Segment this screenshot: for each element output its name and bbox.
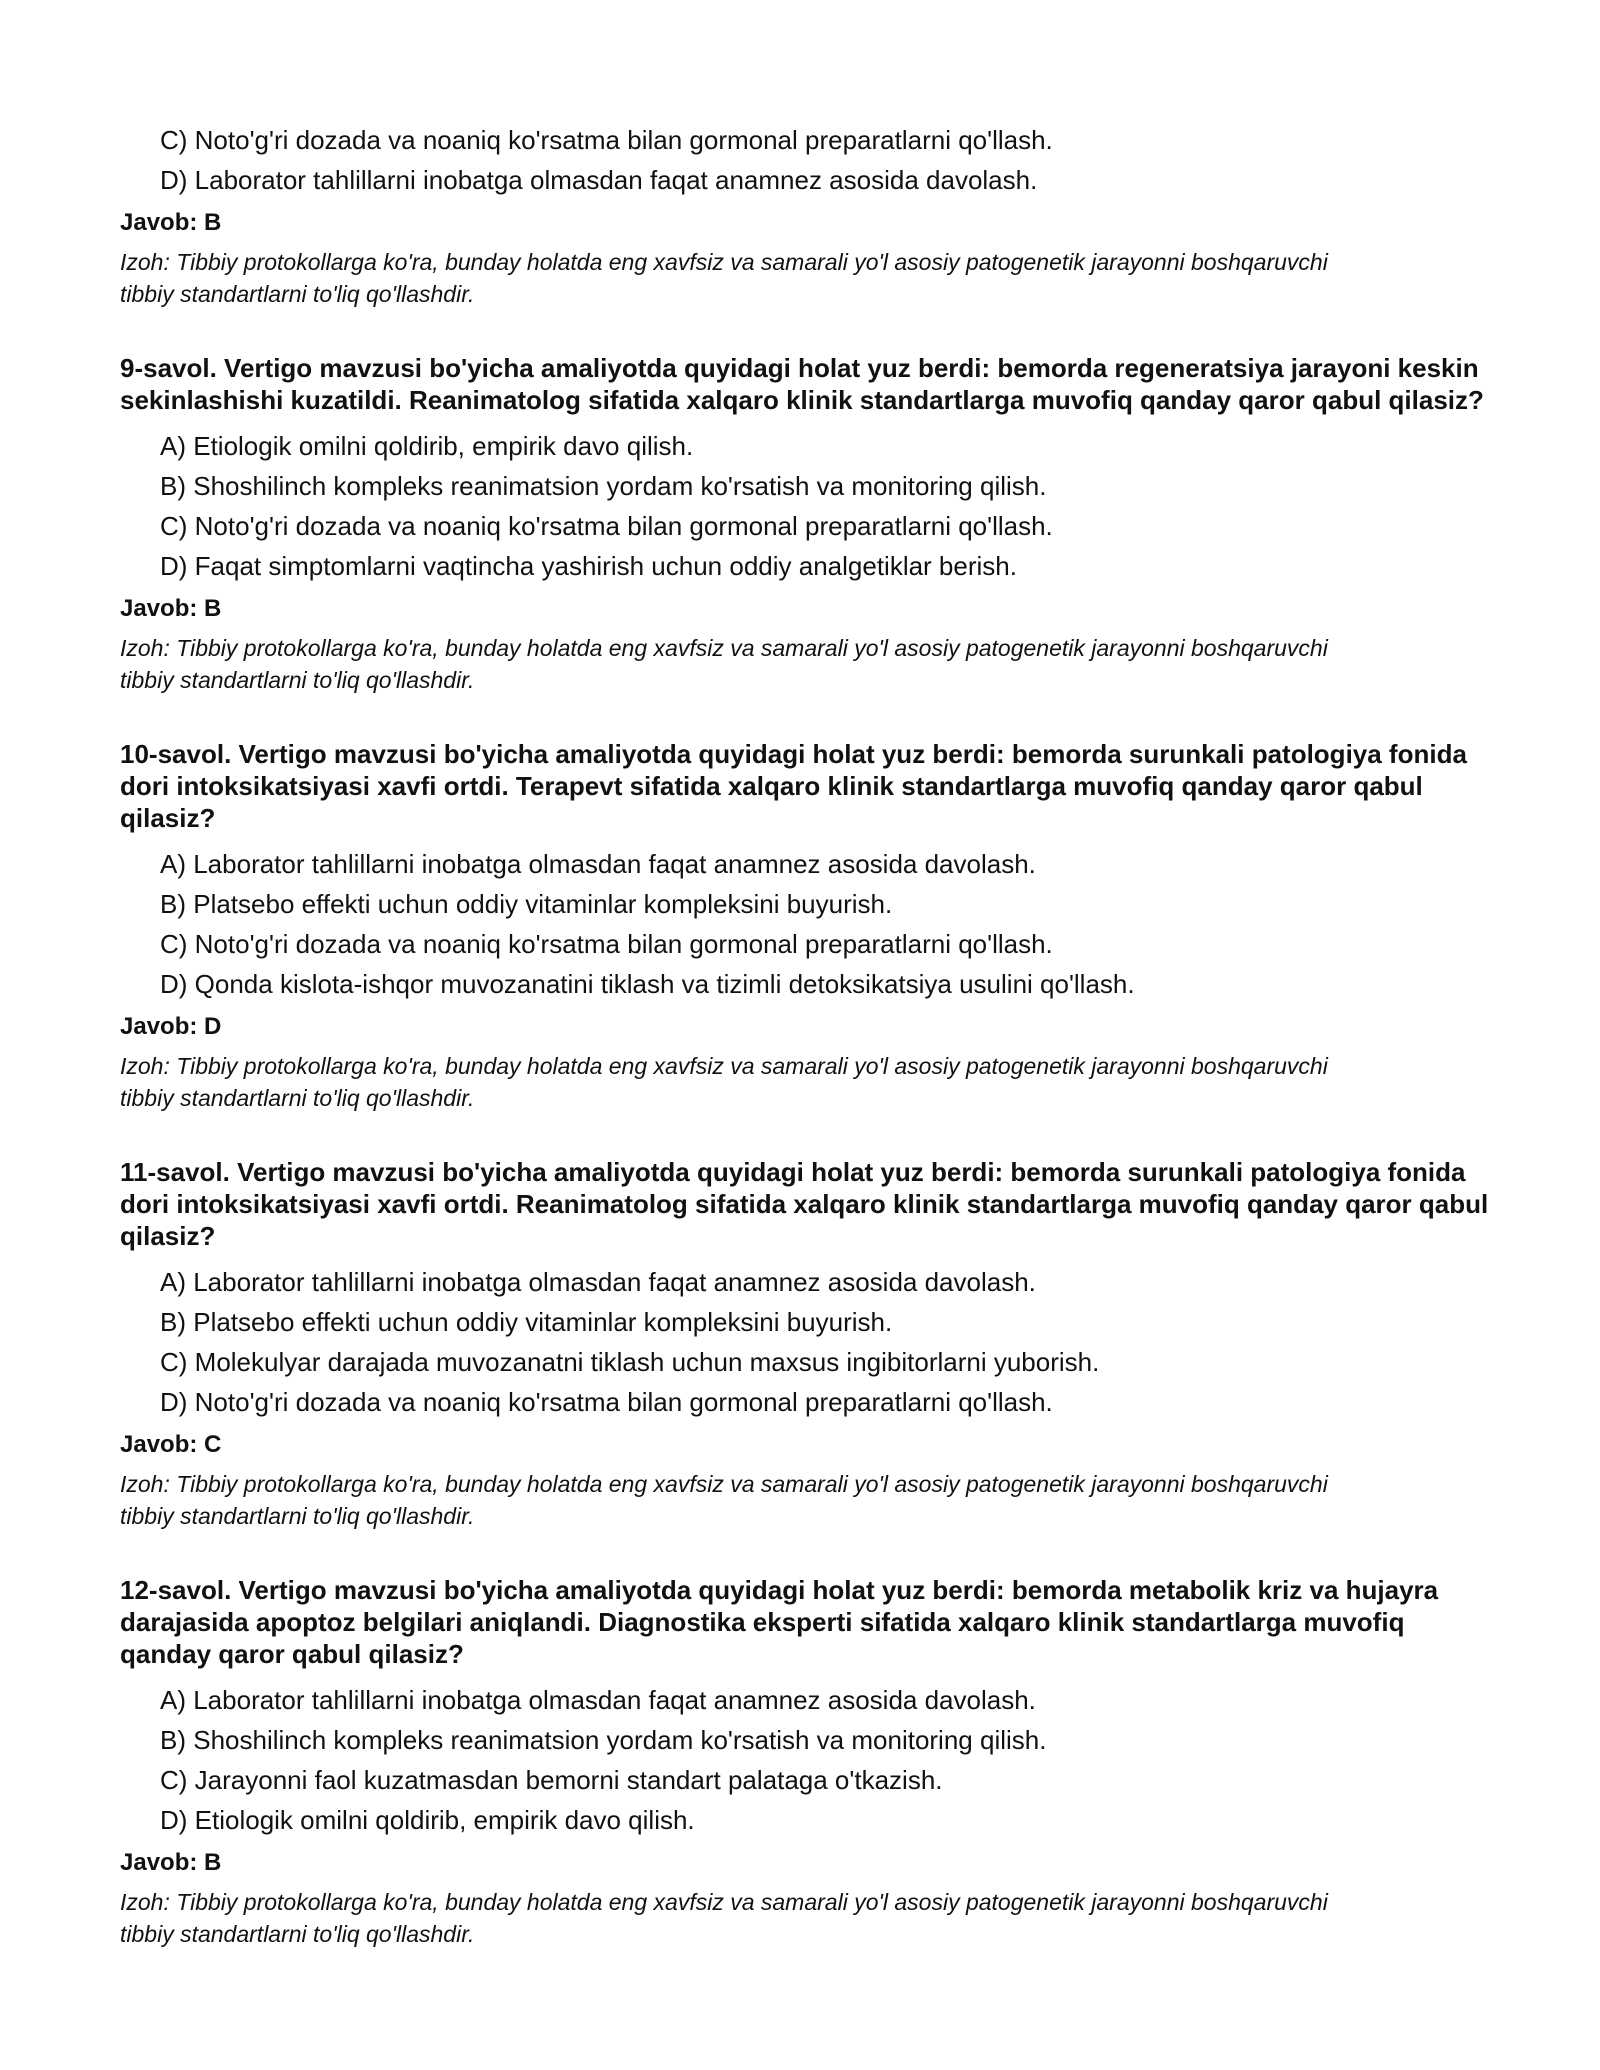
question-text: 10-savol. Vertigo mavzusi bo'yicha amaliyotda quyidagi holat yuz berdi: bemorda surunkali patologiya fonida dori intoksikatsiyasi xavfi ortdi. Terapevt sifatida xalqaro klinik standartlarga muvofiq qanday qaror qabul qilasiz? xyxy=(120,739,1467,833)
option-b: B) Platsebo effekti uchun oddiy vitaminlar kompleksini buyurish. xyxy=(160,1307,893,1337)
answer-label: Javob: C xyxy=(120,1431,222,1458)
explanation-text: Izoh: Tibbiy protokollarga ko'ra, bunday holatda eng xavfsiz va samarali yo'l asosiy patogenetik jarayonni boshqaruvchi tibbiy standartlarni to'liq qo'llashdir. xyxy=(120,635,1328,693)
option-c: C) Jarayonni faol kuzatmasdan bemorni standart palataga o'tkazish. xyxy=(160,1765,943,1795)
explanation-text: Izoh: Tibbiy protokollarga ko'ra, bunday holatda eng xavfsiz va samarali yo'l asosiy patogenetik jarayonni boshqaruvchi tibbiy standartlarni to'liq qo'llashdir. xyxy=(120,249,1328,307)
option-d: D) Faqat simptomlarni vaqtincha yashirish uchun oddiy analgetiklar berish. xyxy=(160,551,1017,581)
question-11 xyxy=(120,1156,1489,1532)
answer-label: Javob: D xyxy=(120,1013,222,1040)
option-a: A) Laborator tahlillarni inobatga olmasdan faqat anamnez asosida davolash. xyxy=(160,1685,1036,1715)
question-10 xyxy=(120,738,1480,1114)
option-c: C) Noto'g'ri dozada va noaniq ko'rsatma bilan gormonal preparatlarni qo'llash. xyxy=(160,125,1053,155)
previous-question-continuation xyxy=(120,120,1480,310)
option-d: D) Laborator tahlillarni inobatga olmasdan faqat anamnez asosida davolash. xyxy=(160,165,1038,195)
answer-label: Javob: B xyxy=(120,595,222,622)
option-b: B) Platsebo effekti uchun oddiy vitaminlar kompleksini buyurish. xyxy=(160,889,893,919)
explanation-text: Izoh: Tibbiy protokollarga ko'ra, bunday holatda eng xavfsiz va samarali yo'l asosiy patogenetik jarayonni boshqaruvchi tibbiy standartlarni to'liq qo'llashdir. xyxy=(120,1053,1328,1111)
answer-label: Javob: B xyxy=(120,209,222,236)
option-c: C) Noto'g'ri dozada va noaniq ko'rsatma bilan gormonal preparatlarni qo'llash. xyxy=(160,511,1053,541)
option-a: A) Etiologik omilni qoldirib, empirik davo qilish. xyxy=(160,431,694,461)
option-c: C) Molekulyar darajada muvozanatni tiklash uchun maxsus ingibitorlarni yuborish. xyxy=(160,1347,1100,1377)
question-text: 11-savol. Vertigo mavzusi bo'yicha amaliyotda quyidagi holat yuz berdi: bemorda surunkali patologiya fonida dori intoksikatsiyasi xavfi ortdi. Reanimatolog sifatida xalqaro klinik standartlarga muvofiq qanday qaror qabul qilasiz? xyxy=(120,1157,1489,1251)
option-a: A) Laborator tahlillarni inobatga olmasdan faqat anamnez asosida davolash. xyxy=(160,1267,1036,1297)
option-b: B) Shoshilinch kompleks reanimatsion yordam ko'rsatish va monitoring qilish. xyxy=(160,471,1047,501)
answer-label: Javob: B xyxy=(120,1849,222,1876)
option-d: D) Noto'g'ri dozada va noaniq ko'rsatma bilan gormonal preparatlarni qo'llash. xyxy=(160,1387,1053,1417)
option-d: D) Qonda kislota-ishqor muvozanatini tiklash va tizimli detoksikatsiya usulini qo'llash. xyxy=(160,969,1135,999)
option-a: A) Laborator tahlillarni inobatga olmasdan faqat anamnez asosida davolash. xyxy=(160,849,1036,879)
option-c: C) Noto'g'ri dozada va noaniq ko'rsatma bilan gormonal preparatlarni qo'llash. xyxy=(160,929,1053,959)
question-9 xyxy=(120,352,1484,696)
option-d: D) Etiologik omilni qoldirib, empirik davo qilish. xyxy=(160,1805,695,1835)
option-b: B) Shoshilinch kompleks reanimatsion yordam ko'rsatish va monitoring qilish. xyxy=(160,1725,1047,1755)
explanation-text: Izoh: Tibbiy protokollarga ko'ra, bunday holatda eng xavfsiz va samarali yo'l asosiy patogenetik jarayonni boshqaruvchi tibbiy standartlarni to'liq qo'llashdir. xyxy=(120,1889,1328,1947)
explanation-text: Izoh: Tibbiy protokollarga ko'ra, bunday holatda eng xavfsiz va samarali yo'l asosiy patogenetik jarayonni boshqaruvchi tibbiy standartlarni to'liq qo'llashdir. xyxy=(120,1471,1328,1529)
question-text: 12-savol. Vertigo mavzusi bo'yicha amaliyotda quyidagi holat yuz berdi: bemorda metabolik kriz va hujayra darajasida apoptoz belgilari aniqlandi. Diagnostika eksperti sifatida xalqaro klinik standartlarga muvofiq qanday qaror qabul qilasiz? xyxy=(120,1575,1439,1669)
question-12 xyxy=(120,1574,1480,1950)
question-text: 9-savol. Vertigo mavzusi bo'yicha amaliyotda quyidagi holat yuz berdi: bemorda regeneratsiya jarayoni keskin sekinlashishi kuzatildi. Reanimatolog sifatida xalqaro klinik standartlarga muvofiq qanday qaror qabul qilasiz? xyxy=(120,353,1484,415)
